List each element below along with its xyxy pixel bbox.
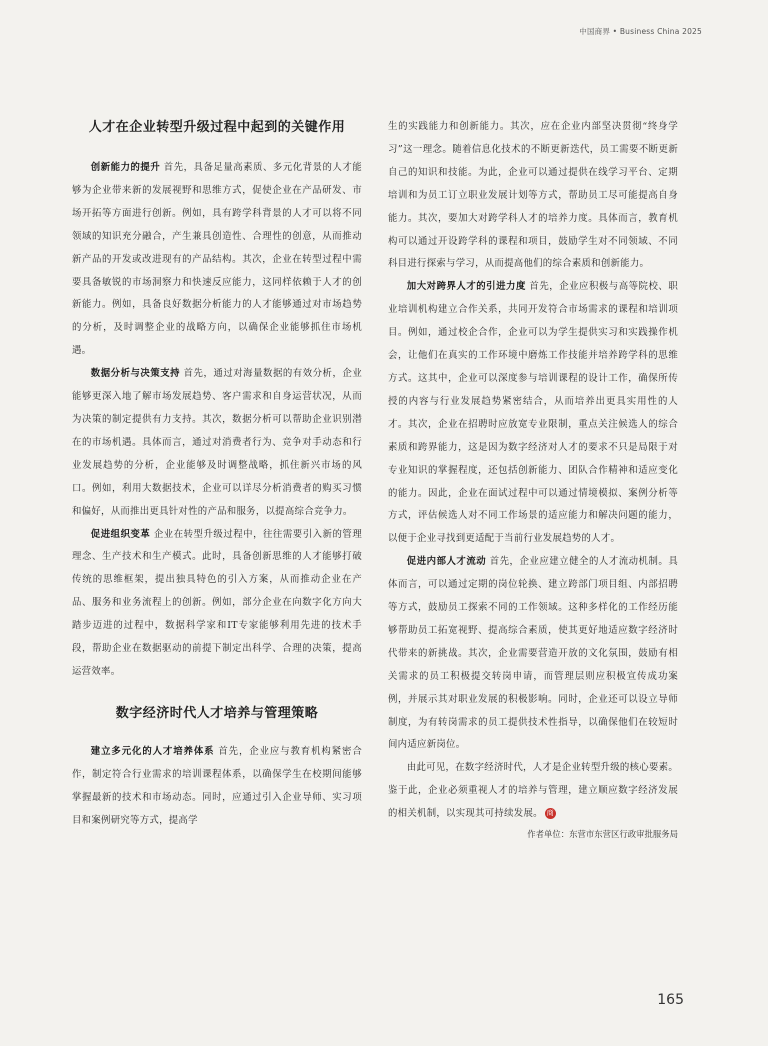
section-heading: 数字经济时代人才培养与管理策略: [115, 705, 319, 721]
paragraph-text: 企业在转型升级过程中，往往需要引入新的管理理念、生产技术和生产模式。此时，具备创新思维的人才能够打破传统的思维框架，提出独具特色的引入方案，从而推动企业在产品、服务和业务流程上的创新。例如，部分企业在向数字化方向大踏步迈进的过程中，数据科学家和IT专家能够利用先进的技术手段，帮助企业在数据驱动的前提下制定出科学、合理的决策，提高运营效率。: [72, 528, 362, 677]
paragraph: [72, 157, 362, 363]
paragraph-text: 首先，企业应积极与高等院校、职业培训机构建立合作关系，共同开发符合市场需求的课程和培训项目。例如，通过校企合作，企业可以为学生提供实习和实践操作机会，让他们在真实的工作环境中磨炼工作技能并培养跨学科的思维方式。这其中，企业可以深度参与培训课程的设计工作，确保所传授的内容与行业发展趋势紧密结合，从而培养出更具实用性的人才。其次，企业在招聘时应放宽专业限制，重点关注候选人的综合素质和跨界能力，这是因为数字经济对人才的要求不只是局限于对专业知识的掌握程度，还包括创新能力、团队合作精神和适应变化的能力。因此，企业在面试过程中可以通过情境模拟、案例分析等方式，评估候选人对不同工作场景的适应能力和解决问题的能力，以便于企业寻找到更适配于当前行业发展趋势的人才。: [388, 281, 678, 545]
paragraph-text: 生的实践能力和创新能力。其次，应在企业内部坚决贯彻“终身学习”这一理念。随着信息化技术的不断更新迭代，员工需要不断更新自己的知识和技能。为此，企业可以通过提供在线学习平台、定期培训和为员工订立职业发展计划等方式，帮助员工尽可能提高自身能力。其次，要加大对跨学科人才的培养力度。具体而言，教育机构可以通过开设跨学科的课程和项目，鼓励学生对不同领域、不同科目进行探索与学习，从而提高他们的综合素质和创新能力。: [388, 121, 678, 270]
paragraph: [72, 524, 362, 684]
paragraph-text: 首先，具备足量高素质、多元化背景的人才能够为企业带来新的发展视野和思维方式，促使企业在产品研发、市场开拓等方面进行创新。例如，具有跨学科背景的人才可以将不同领域的知识充分融合，产生兼具创造性、合理性的创意，从而推动新产品的开发或改进现有的产品结构。其次，企业在转型过程中需要具备敏锐的市场洞察力和快速反应能力，这同样依赖于人才的创新能力。例如，具备良好数据分析能力的人才能够通过对市场趋势的分析，及时调整企业的战略方向，以确保企业能够抓住市场机遇。: [72, 162, 362, 357]
paragraph-lead: 建立多元化的人才培养体系: [90, 745, 215, 757]
paragraph-text: 由此可见，在数字经济时代，人才是企业转型升级的核心要素。鉴于此，企业必须重视人才的培养与管理，建立顺应数字经济发展的相关机制，以实现其可持续发展。: [388, 762, 678, 820]
paragraph: [388, 757, 678, 826]
paragraph: [72, 741, 362, 833]
paragraph: [388, 276, 678, 551]
paragraph-lead: 促进组织变革: [90, 528, 151, 540]
paragraph-lead: 数据分析与决策支持: [90, 368, 181, 380]
running-head: 中国商界 • Business China 2025: [579, 27, 702, 36]
paragraph-text: 首先，企业应与教育机构紧密合作，制定符合行业需求的培训课程体系，以确保学生在校期间能够掌握最新的技术和市场动态。同时，应通过引入企业导师、实习项目和案例研究等方式，提高学: [72, 745, 362, 826]
paragraph-lead: 加大对跨界人才的引进力度: [406, 281, 526, 293]
left-column: [72, 116, 362, 832]
paragraph: [388, 551, 678, 757]
paragraph-text: 首先，企业应建立健全的人才流动机制。具体而言，可以通过定期的岗位轮换、建立跨部门项目组、内部招聘等方式，鼓励员工探索不同的工作领域。这种多样化的工作经历能够帮助员工拓宽视野、提高综合素质，使其更好地适应数字经济时代带来的新挑战。其次，企业需要营造开放的文化氛围，鼓励有相关需求的员工积极提交转岗申请，而管理层则应积极宣传成功案例，并展示其对职业发展的积极影响。同时，企业还可以设立导师制度，为有转岗需求的员工提供技术性指导，以确保他们在较短时间内适应新岗位。: [388, 556, 679, 751]
paragraph-lead: 促进内部人才流动: [406, 556, 487, 568]
author-affiliation: 作者单位：东营市东营区行政审批服务局: [527, 829, 678, 840]
right-column: [388, 116, 678, 840]
paragraph-lead: 创新能力的提升: [90, 162, 161, 173]
section-heading: 人才在企业转型升级过程中起到的关键作用: [88, 120, 346, 135]
paragraph: [388, 116, 678, 276]
paragraph: [72, 363, 362, 523]
page-number: 165: [657, 992, 684, 1008]
paragraph-text: 首先，通过对海量数据的有效分析，企业能够更深入地了解市场发展趋势、客户需求和自身运营状况，从而为决策的制定提供有力支持。其次，数据分析可以帮助企业识别潜在的市场机遇。具体而言，通过对消费者行为、竞争对手动态和行业发展趋势的分析，企业能够及时调整战略，抓住新兴市场的风口。例如，利用大数据技术，企业可以详尽分析消费者的购买习惯和偏好，从而推出更具针对性的产品和服务，以提高综合竞争力。: [72, 368, 362, 517]
end-mark-icon: 商: [546, 809, 554, 818]
